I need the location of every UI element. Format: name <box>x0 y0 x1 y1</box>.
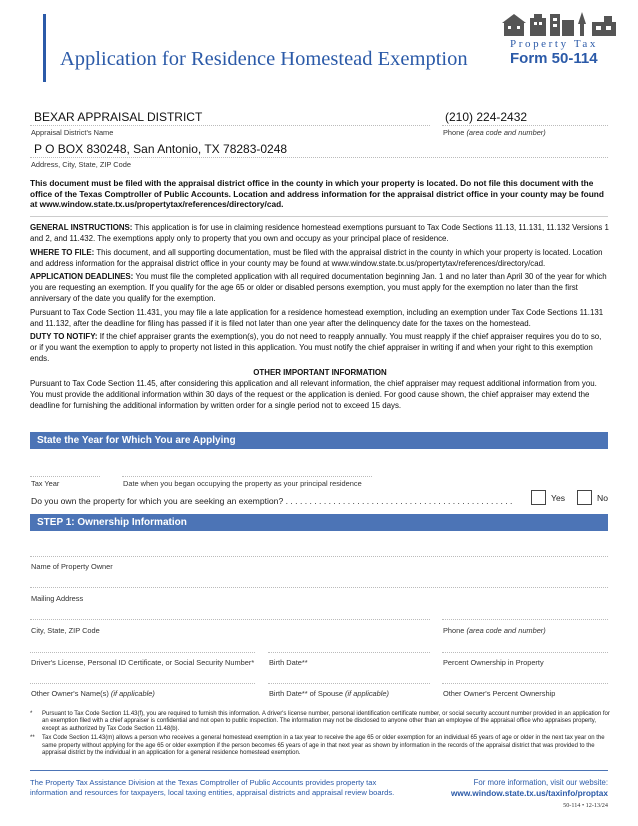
other-owner-names-field[interactable] <box>30 683 255 684</box>
late-application: Pursuant to Tax Code Section 11.431, you may file a late application for a residence homestead exemption, including an exemption under Tax Code Sections 11.131 and 11.132, after the deadline for filing has passed if it is filed not later than one year after the delinquency date for the taxes on the homestead. <box>30 307 604 328</box>
spouse-birth-date-label: Birth Date** of Spouse (if applicable) <box>269 689 389 698</box>
birth-date-field[interactable] <box>268 652 430 653</box>
other-percent-label: Other Owner's Percent Ownership <box>443 689 556 698</box>
duty-to-notify: DUTY TO NOTIFY: If the chief appraiser grants the exemption(s), you do not need to reapply annually. You must reapply if the chief appraiser requires you do to so, or if you want the exemption to apply to property not listed in this application. You must notify the chief appraiser in writing if and when your right to this exemption ends. <box>30 332 602 363</box>
owner-name-field[interactable] <box>30 556 608 557</box>
building-skyline-icon <box>500 10 625 38</box>
city-state-zip-label: City, State, ZIP Code <box>31 626 100 635</box>
district-address-value: P O BOX 830248, San Antonio, TX 78283-0248 <box>34 142 288 156</box>
city-state-zip-field[interactable] <box>30 619 430 620</box>
district-address-label: Address, City, State, ZIP Code <box>31 160 131 169</box>
occupy-date-field[interactable] <box>122 476 372 477</box>
form-number: Form 50-114 <box>510 50 598 67</box>
district-phone-label: Phone (area code and number) <box>443 128 546 137</box>
mailing-address-field[interactable] <box>30 587 608 588</box>
occupy-date-label: Date when you began occupying the property as your principal residence <box>123 479 362 488</box>
no-checkbox[interactable] <box>577 490 592 505</box>
footnotes <box>30 711 610 757</box>
form-revision-code: 50-114 • 12-13/24 <box>563 802 608 809</box>
owner-phone-field[interactable] <box>442 619 608 620</box>
district-name-label: Appraisal District's Name <box>31 128 114 137</box>
no-label: No <box>597 493 608 503</box>
other-owner-names-label: Other Owner's Name(s) (if applicable) <box>31 689 155 698</box>
footnote-2: ** Tax Code Section 11.43(m) allows a person who receives a general homestead exemption in a tax year to receive the age 65 or older exemption for an individual 65 years of age or older in the next tax year on the same property without applying for the age 65 or older exemption if the person becomes 65 years of age in that next year as shown by information in the records of the appraisal district that was provided to the appraisal district by the individual in an application for a general residence homestead exemption. <box>30 735 605 757</box>
step1-header: STEP 1: Ownership Information <box>30 514 608 531</box>
filing-notice: This document must be filed with the appraisal district office in the county in which your property is located. Do not file this document with the office of the Texas Comptroller of Public Accounts. Location and address information for the appraisal district office in your county may be found at www.window.state.tx.us/propertytax/references/directory/cad. <box>30 178 604 210</box>
tax-year-label: Tax Year <box>31 479 60 488</box>
property-tax-label: Property Tax <box>510 38 598 50</box>
other-percent-field[interactable] <box>442 683 608 684</box>
general-instructions: GENERAL INSTRUCTIONS: This application is for use in claiming residence homestead exemptions pursuant to Tax Code Sections 11.13, 11.131, 11.132 Versions 1 and 2, and 11.432. The exemptions apply only to property that you own and occupy as your principal place of residence. <box>30 223 609 243</box>
footer-description: The Property Tax Assistance Division at the Texas Comptroller of Public Accounts provides property tax information and resources for taxpayers, local taxing entities, appraisal districts and appraisal review boards. <box>30 778 395 797</box>
footnote-1: * Pursuant to Tax Code Section 11.43(f), you are required to furnish this information. A driver's license number, personal identification certificate number, or social security account number provided in an application for an exemption filed with a chief appraiser is confidential and not open to public inspection. The information may not be disclosed to anyone other than an employee of the appraisal office who appraises property, except as authorized by Tax Code Section 11.48(b). <box>30 711 610 732</box>
spouse-birth-date-field[interactable] <box>268 683 430 684</box>
header-accent-bar <box>43 14 46 82</box>
tax-year-field[interactable] <box>30 476 100 477</box>
district-name-value: BEXAR APPRAISAL DISTRICT <box>34 110 203 124</box>
percent-ownership-label: Percent Ownership in Property <box>443 658 544 667</box>
ownership-question: Do you own the property for which you are seeking an exemption? . . . . . . . . . . . . . . . . . . . . . . . . . . . . . . . . . . . . . . . . . . . . . . . . <box>31 496 513 506</box>
owner-phone-label: Phone (area code and number) <box>443 626 546 635</box>
id-number-label: Driver's License, Personal ID Certificate, or Social Security Number* <box>31 658 255 667</box>
yes-label: Yes <box>551 493 566 503</box>
birth-date-label: Birth Date** <box>269 658 308 667</box>
district-phone-value: (210) 224-2432 <box>445 110 528 124</box>
footer-website-link[interactable]: www.window.state.tx.us/taxinfo/proptax <box>450 788 608 798</box>
percent-ownership-field[interactable] <box>442 652 608 653</box>
owner-name-label: Name of Property Owner <box>31 562 113 571</box>
other-info-heading: OTHER IMPORTANT INFORMATION <box>253 367 387 377</box>
instructions <box>30 222 610 413</box>
page-title: Application for Residence Homestead Exemption <box>60 48 468 70</box>
other-info-text: Pursuant to Tax Code Section 11.45, after considering this application and all relevant information, the chief appraiser may request additional information from you. You must provide the additional information within 30 days of the request or the application is denied. For good cause shown, the chief appraiser may extend the deadline for furnishing the additional information by written order for a single period not to exceed 15 days. <box>30 378 597 410</box>
year-section-header: State the Year for Which You are Applying <box>30 432 608 449</box>
id-number-field[interactable] <box>30 652 255 653</box>
where-to-file: WHERE TO FILE: This document, and all supporting documentation, must be filed with the appraisal district in the county in which your property is located. Location and address information for the appraisal district office in your county may be found at www.window.state.tx.us/propertytax/references/directory/cad. <box>30 247 603 268</box>
application-deadlines: APPLICATION DEADLINES: You must file the completed application with all required documentation beginning Jan. 1 and no later than April 30 of the year for which you are requesting an exemption. If you qualify for the age 65 or older or disabled persons exemption, you must apply for the exemption no later than the first anniversary of the date you qualify for the exemption. <box>30 272 607 303</box>
mailing-address-label: Mailing Address <box>31 594 84 603</box>
yes-checkbox[interactable] <box>531 490 546 505</box>
footer-website-intro: For more information, visit our website: <box>473 778 608 787</box>
